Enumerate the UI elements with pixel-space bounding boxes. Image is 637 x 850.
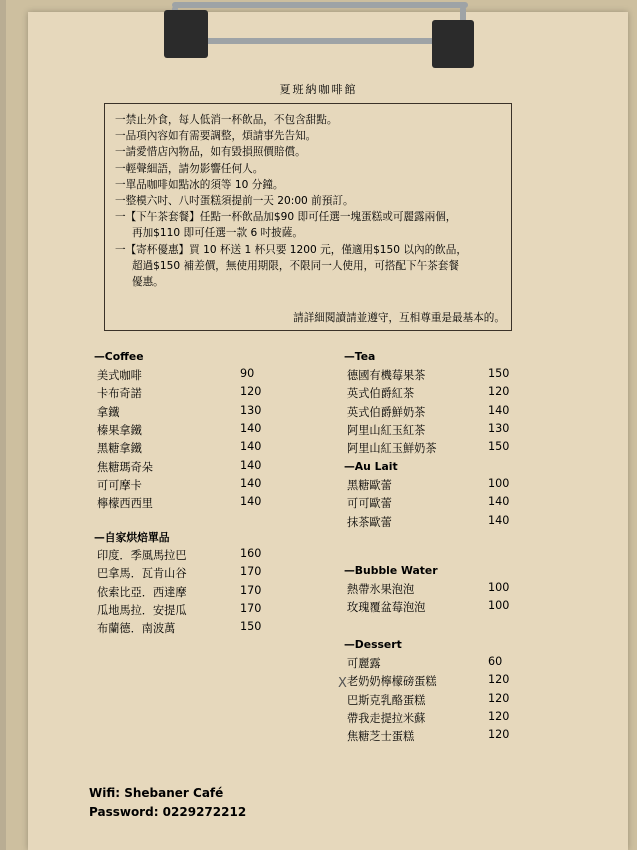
menu-section-title: —自家烘焙單品 <box>94 531 170 544</box>
menu-item-name: 帶我走提拉米蘇 <box>347 711 426 725</box>
wifi-password: Password: 0229272212 <box>89 805 247 819</box>
menu-item-price: 150 <box>488 440 510 454</box>
menu-item-name: 玫瑰覆盆莓泡泡 <box>347 601 426 615</box>
menu-item-price: 140 <box>240 458 262 472</box>
menu-item-name: 瓜地馬拉．安提瓜 <box>97 603 187 617</box>
menu-item-price: 130 <box>488 421 510 435</box>
menu-item-price: 140 <box>488 495 510 509</box>
rule-line: 再加$110 即可任選一款 6 吋披薩。 <box>132 227 303 240</box>
rule-line: 一禁止外食，每人低消一杯飲品，不包含甜點。 <box>115 114 338 126</box>
menu-item-price: 120 <box>488 709 510 723</box>
menu-item-price: 140 <box>488 403 510 417</box>
menu-section-title: —Coffee <box>94 350 144 363</box>
menu-item-price: 100 <box>488 477 510 490</box>
menu-item-price: 140 <box>240 495 262 509</box>
menu-item-name: 英式伯爵鮮奶茶 <box>347 405 426 419</box>
menu-item-name: 阿里山紅玉紅茶 <box>347 423 426 437</box>
menu-section-title: —Tea <box>344 350 376 363</box>
menu-item-name: 德國有機莓果茶 <box>347 369 426 382</box>
menu-item-name: 依索比亞．西達摩 <box>97 585 187 599</box>
rule-line: 一整模六吋、八吋蛋糕須提前一天 20:00 前預訂。 <box>115 195 354 208</box>
menu-item-name: 榛果拿鐵 <box>97 423 142 437</box>
cafe-name: 夏班納咖啡館 <box>279 83 358 96</box>
menu-item-name: 焦糖瑪奇朵 <box>97 460 153 474</box>
rule-line: 一單品咖啡如點冰的須等 10 分鐘。 <box>115 178 284 191</box>
menu-item-price: 100 <box>488 599 510 613</box>
menu-item-name: 黑糖歐蕾 <box>347 479 392 492</box>
menu-item-price: 140 <box>240 476 262 490</box>
rule-line: 一請愛惜店內物品，如有毀損照價賠償。 <box>115 146 306 159</box>
menu-item-price: 170 <box>240 583 262 597</box>
menu-item-name: 卡布奇諾 <box>97 387 142 401</box>
clipboard-clip <box>162 0 476 72</box>
rule-line: 一【下午茶套餐】任點一杯飲品加$90 即可任選一塊蛋糕或可麗露兩個， <box>115 211 457 224</box>
menu-item-price: 90 <box>240 367 255 380</box>
menu-item-name: 老奶奶檸檬磅蛋糕 <box>347 675 437 689</box>
rule-line: 一【寄杯優惠】買 10 杯送 1 杯只要 1200 元，僅適用$150 以內的飲品， <box>115 243 467 256</box>
rule-line: 優惠。 <box>132 276 164 289</box>
menu-item-price: 100 <box>488 581 510 594</box>
menu-item-price: 150 <box>488 367 510 380</box>
menu-item-price: 150 <box>240 620 262 634</box>
menu-item-price: 170 <box>240 565 262 579</box>
wifi-name: Wifi: Shebaner Café <box>89 786 224 800</box>
menu-item-name: 焦糖芝士蛋糕 <box>347 730 415 744</box>
menu-item-price: 60 <box>488 655 503 668</box>
menu-item-price: 120 <box>488 691 510 705</box>
rule-line: 一品項內容如有需要調整，煩請事先告知。 <box>115 130 317 143</box>
menu-item-price: 120 <box>488 385 510 399</box>
menu-item-name: 巴斯克乳酪蛋糕 <box>347 693 426 707</box>
menu-item-price: 140 <box>240 440 262 454</box>
menu-item-price: 140 <box>240 421 262 435</box>
menu-item-name: 檸檬西西里 <box>97 497 153 511</box>
menu-item-name: 可麗露 <box>347 657 381 670</box>
menu-section-title: —Bubble Water <box>344 564 438 577</box>
menu-item-name: 可可歐蕾 <box>347 497 392 511</box>
rule-line: 超過$150 補差價，無使用期限，不限同一人使用，可搭配下午茶套餐 <box>132 259 459 272</box>
menu-item-price: 120 <box>240 385 262 399</box>
rules-footer: 請詳細閱讀請並遵守，互相尊重是最基本的。 <box>293 311 505 324</box>
menu-item-name: 拿鐵 <box>97 405 120 419</box>
menu-item-name: 布蘭德．南波萬 <box>97 622 176 636</box>
menu-item-price: 140 <box>488 513 510 527</box>
menu-item-name: 美式咖啡 <box>97 369 142 382</box>
menu-item-name: 可可摩卡 <box>97 478 142 492</box>
menu-item-name: 熱帶氷果泡泡 <box>347 583 415 596</box>
menu-item-price: 120 <box>488 728 510 742</box>
menu-item-name: 黑糖拿鐵 <box>97 442 142 456</box>
menu-item-price: 160 <box>240 547 262 560</box>
menu-item-price: 170 <box>240 601 262 615</box>
menu-section-title: —Dessert <box>344 638 402 651</box>
menu-item-name: 英式伯爵紅茶 <box>347 387 415 401</box>
handwritten-mark: X <box>338 676 347 691</box>
house-rules-box <box>104 103 512 331</box>
menu-item-name: 印度．季風馬拉巴 <box>97 549 187 562</box>
menu-item-name: 巴拿馬．瓦肯山谷 <box>97 567 187 581</box>
menu-item-name: 阿里山紅玉鮮奶茶 <box>347 442 437 456</box>
menu-section-title: —Au Lait <box>344 460 398 473</box>
menu-item-price: 130 <box>240 403 262 417</box>
menu-item-price: 120 <box>488 673 510 687</box>
menu-item-name: 抹茶歐蕾 <box>347 515 392 529</box>
rule-line: 一輕聲細語，請勿影響任何人。 <box>115 162 264 175</box>
